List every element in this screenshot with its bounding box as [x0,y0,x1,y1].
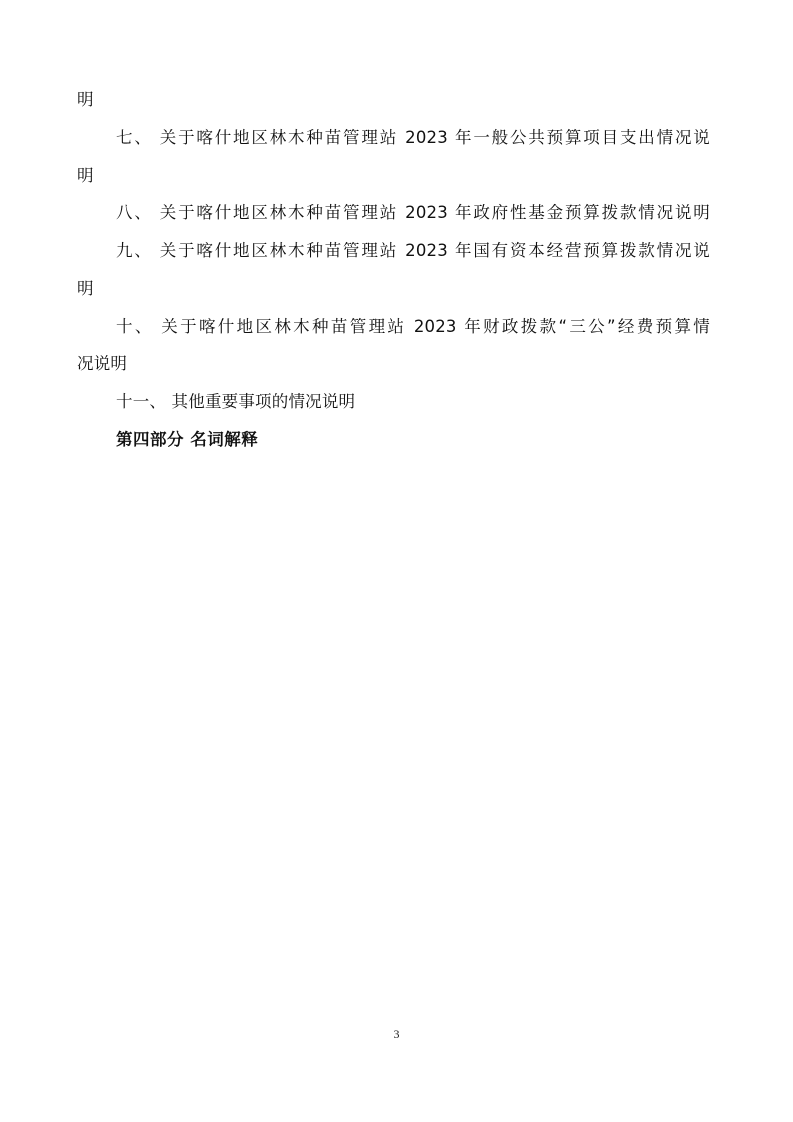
toc-item-10: 十、 关于喀什地区林木种苗管理站 2023 年财政拨款“三公”经费预算情 [116,317,710,336]
toc-line-continuation: 明 [77,90,94,109]
toc-item-7: 七、 关于喀什地区林木种苗管理站 2023 年一般公共预算项目支出情况说 [116,128,710,147]
toc-item-8: 八、 关于喀什地区林木种苗管理站 2023 年政府性基金预算拨款情况说明 [116,203,710,222]
toc-line-continuation: 况说明 [77,354,128,373]
section-heading: 第四部分 名词解释 [116,430,259,449]
toc-line-continuation: 明 [77,166,94,185]
page-number: 3 [393,1027,400,1041]
toc-line-continuation: 明 [77,279,94,298]
toc-item-11: 十一、 其他重要事项的情况说明 [116,392,356,411]
toc-item-9: 九、 关于喀什地区林木种苗管理站 2023 年国有资本经营预算拨款情况说 [116,241,710,260]
